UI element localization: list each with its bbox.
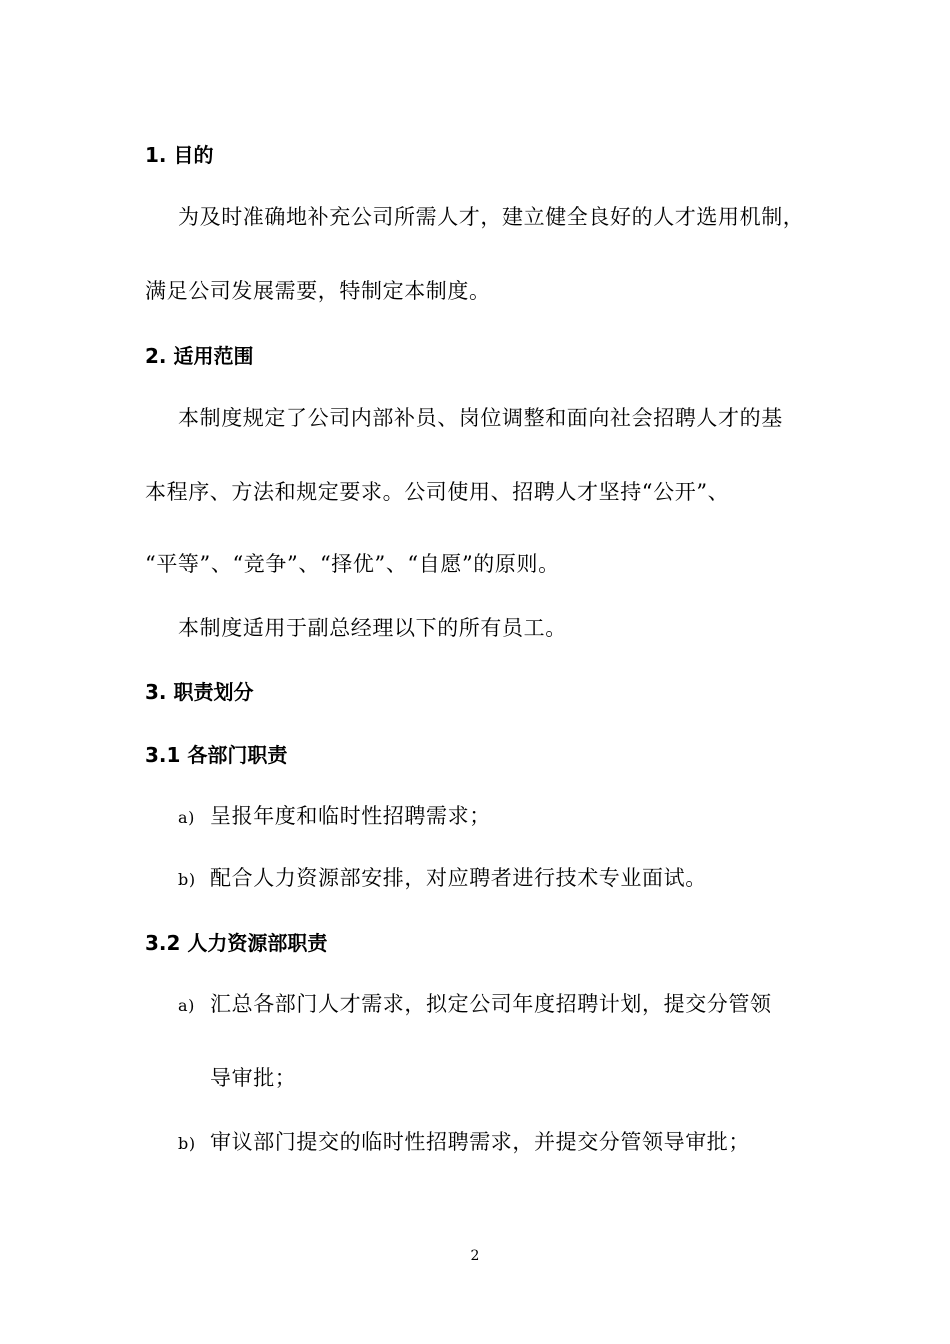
list-item	[178, 1126, 750, 1156]
section-2-scope-paragraph: 本制度适用于副总经理以下的所有员工。	[178, 616, 567, 640]
section-3-heading: 3. 职责划分	[145, 680, 254, 704]
list-item	[178, 800, 491, 830]
section-1-heading: 1. 目的	[145, 143, 214, 167]
list-item-text: 汇总各部门人才需求，拟定公司年度招聘计划，提交分管领	[210, 992, 772, 1016]
page-number: 2	[470, 1248, 480, 1264]
list-item-text: 呈报年度和临时性招聘需求；	[210, 804, 491, 828]
list-item	[178, 862, 707, 892]
section-2-paragraph-line-2: 本程序、方法和规定要求。公司使用、招聘人才坚持“公开”、	[145, 480, 730, 504]
list-item-continuation: 导审批；	[210, 1066, 297, 1090]
list-item-text: 配合人力资源部安排，对应聘者进行技术专业面试。	[210, 866, 707, 890]
list-item-text: 审议部门提交的临时性招聘需求，并提交分管领导审批；	[210, 1130, 750, 1154]
list-marker: b)	[178, 870, 196, 889]
list-marker: b)	[178, 1134, 196, 1153]
list-marker: a)	[178, 808, 195, 827]
section-1-paragraph-line-2: 满足公司发展需要，特制定本制度。	[145, 279, 491, 303]
section-2-paragraph-line-3: “平等”、“竞争”、“择优”、“自愿”的原则。	[145, 552, 560, 576]
list-item	[178, 988, 772, 1018]
list-marker: a)	[178, 996, 195, 1015]
section-2-paragraph-line-1: 本制度规定了公司内部补员、岗位调整和面向社会招聘人才的基	[178, 406, 783, 430]
section-3-1-heading: 3.1 各部门职责	[145, 743, 288, 767]
section-3-2-heading: 3.2 人力资源部职责	[145, 931, 328, 955]
section-2-heading: 2. 适用范围	[145, 344, 254, 368]
section-1-paragraph-line-1: 为及时准确地补充公司所需人才，建立健全良好的人才选用机制，	[178, 205, 805, 229]
